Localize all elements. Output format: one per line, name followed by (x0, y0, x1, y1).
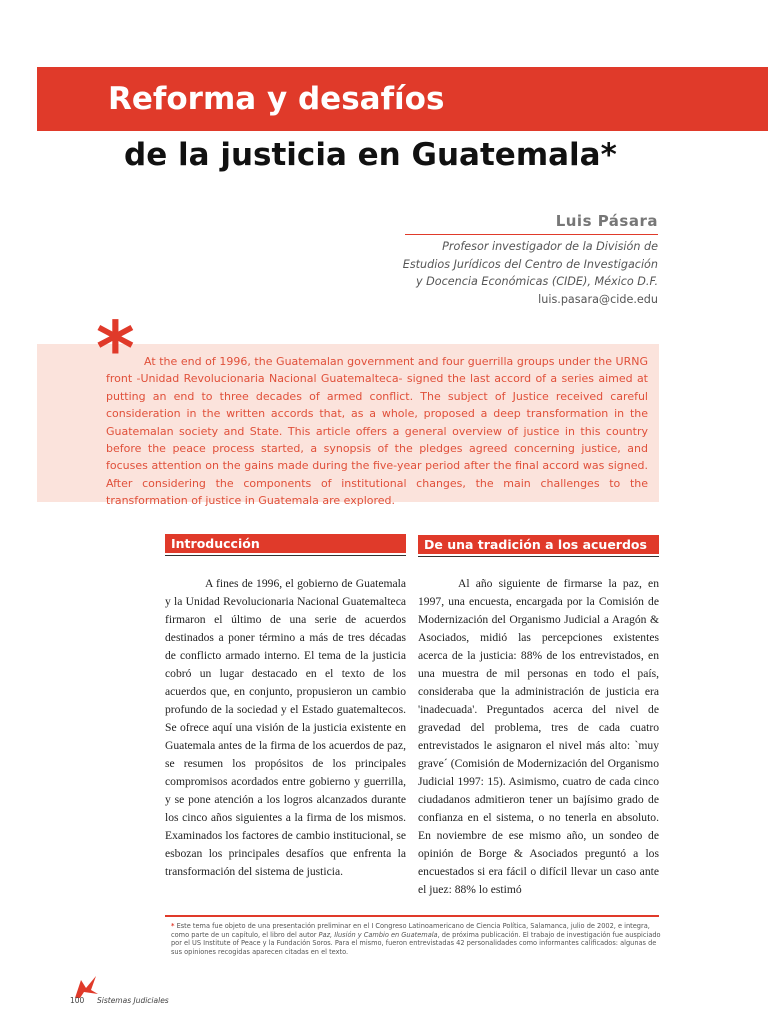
abstract-body: At the end of 1996, the Guatemalan government and four guerrilla groups under the URNG front -Unidad Revolucionaria Nacional Guatemalteca- signed the last accord of a series aimed at putting an end to three decades of armed conflict. The subject of Justice received careful consideration in the written accords that, as a whole, proposed a deep transformation in the Guatemalan society and State. This article offers a general overview of justice in this country before the peace process started, a synopsis of the pledges agreed concerning justice, and focuses attention on the gains made during the five-year period after the final accord was signed. After considering the components of institutional changes, the main challenges to the transformation of justice in Guatemala are explored. (106, 355, 648, 508)
journal-logo-icon (72, 976, 98, 998)
title-line-2: de la justicia en Guatemala* (124, 137, 617, 173)
column-tradicion (418, 575, 659, 899)
journal-name: Sistemas Judiciales (97, 996, 169, 1005)
section-divider (418, 556, 659, 557)
column-introduccion (165, 575, 406, 881)
column-body: Al año siguiente de firmarse la paz, en 1997, una encuesta, encargada por la Comisión de Modernización del Organismo Judicial a Aragón & Asociados, midió las percepciones existentes acerca de la justicia: 88% de los entrevistados, en una muestra de mil personas en todo el país, consideraba que la administración de justicia era 'inadecuada'. Preguntados acerca del nivel de gravedad del problema, tres de cada cuatro entrevistados le asignaron el nivel más alto: `muy grave´ (Comisión de Modernización del Organismo Judicial 1997: 15). Asimismo, cuatro de cada cinco ciudadanos admitieron tener un bajísimo grado de confianza en el sistema, o no tenerla en absoluto. En noviembre de ese mismo año, un sondeo de opinión de Borge & Asociados preguntó a los encuestados si era fácil o difícil llevar un caso ante el juez: 88% lo estimó (418, 577, 659, 896)
page-number: 100 (70, 996, 85, 1005)
footnote-text-1: Este tema fue objeto de una presentación preliminar en el I Congreso Latinoamericano de Ciencia Política, Salamanca, julio de 2002, e integra, como parte de un capítulo, el libro del autor (171, 922, 650, 939)
footnote (171, 922, 661, 956)
affiliation-line: Profesor investigador de la División de (442, 240, 658, 253)
author-name: Luis Pásara (555, 212, 658, 230)
author-divider (405, 234, 658, 235)
footnote-text-2: , de próxima publicación. El trabajo de investigación fue auspiciado por el US Institute of Peace y la Fundación Soros. Para el mismo, fueron entrevistadas 42 personalidades como informantes calificados: algunas de sus opiniones recogidas aparecen citadas en el texto. (171, 930, 661, 956)
footnote-divider (165, 915, 659, 917)
column-body: A fines de 1996, el gobierno de Guatemala y la Unidad Revolucionaria Nacional Guatemalteca firmaron el último de una serie de acuerdos destinados a poner término a más de tres décadas de conflicto armado interno. El tema de la justicia cobró un lugar destacado en el texto de los acuerdos que, en conjunto, propusieron un cambio profundo de la sociedad y el Estado guatemaltecos. Se ofrece aquí una visión de la justicia existente en Guatemala antes de la firma de los acuerdos de paz, se resumen los propósitos de los principales compromisos acordados entre gobierno y guerrilla, y se pone atención a los logros alcanzados durante los cinco años siguientes a la firma de los mismos. Examinados los factores de cambio institucional, se esbozan los principales desafíos que enfrenta la transformación del sistema de justicia. (165, 577, 406, 878)
affiliation-line: y Docencia Económicas (CIDE), México D.F. (416, 275, 658, 288)
footnote-marker: * (171, 922, 175, 930)
section-heading-introduccion: Introducción (165, 534, 406, 553)
section-divider (165, 555, 406, 556)
author-affiliation (338, 238, 658, 308)
author-email-link[interactable]: luis.pasara@cide.edu (538, 292, 658, 306)
abstract-asterisk-icon: * (96, 306, 135, 392)
footnote-book-title: Paz, Ilusión y Cambio en Guatemala (318, 930, 438, 939)
affiliation-line: Estudios Jurídicos del Centro de Investigación (402, 257, 658, 271)
abstract-text (106, 353, 648, 510)
section-heading-tradicion: De una tradición a los acuerdos (418, 535, 659, 554)
title-line-1: Reforma y desafíos (108, 81, 445, 117)
